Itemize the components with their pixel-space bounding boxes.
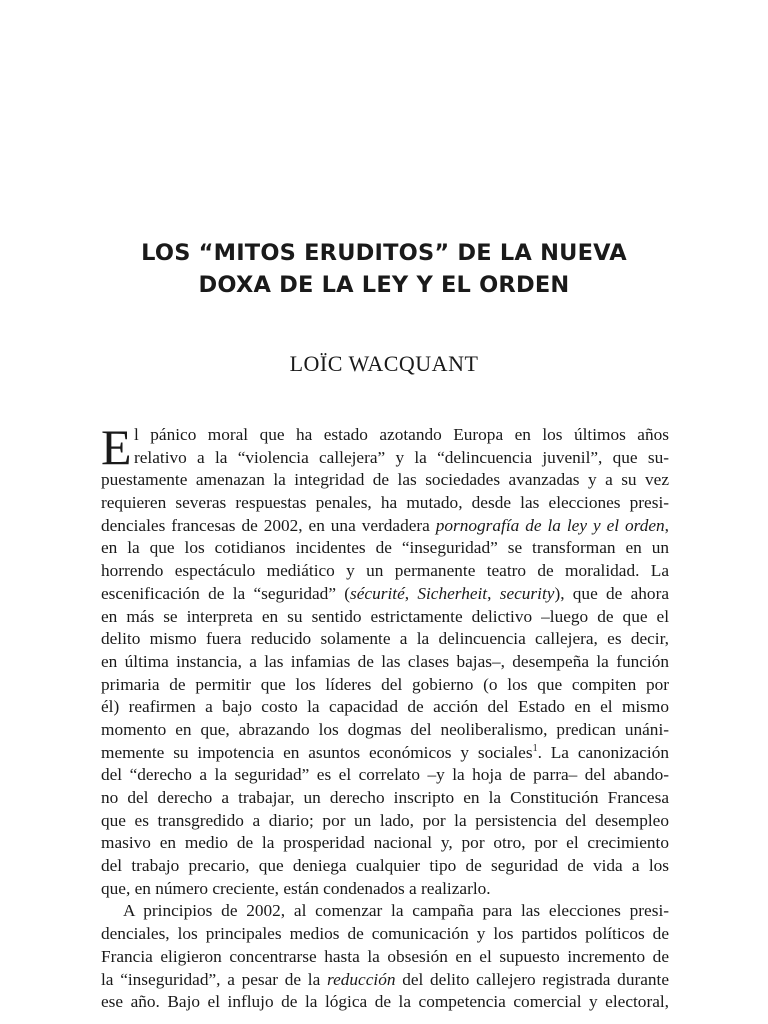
- body-line: [101, 742, 669, 765]
- body-line: relativo a la “violencia callejera” y la “delincuencia juvenil”, que su-: [134, 447, 669, 467]
- text-span: . La canonización: [537, 742, 669, 762]
- body-line: del “derecho a la seguridad” es el correlato –y la hoja de parra– del abando-: [101, 765, 669, 785]
- article-body: [101, 419, 669, 1014]
- italic-word: Sicherheit: [417, 583, 488, 603]
- body-line: puestamente amenazan la integridad de las sociedades avanzadas y a su vez: [101, 470, 669, 490]
- body-line: denciales, los principales medios de comunicación y los partidos políticos de: [101, 924, 669, 944]
- body-line: que es transgredido a diario; por un lado, por la persistencia del desempleo: [101, 810, 669, 830]
- footnote-ref[interactable]: 1: [532, 742, 538, 754]
- text-span: del delito callejero registrada durante: [395, 969, 669, 989]
- body-line: primaria de permitir que los líderes del gobierno (o los que compiten por: [101, 674, 669, 694]
- body-line: A principios de 2002, al comenzar la campaña para las elecciones presi-: [123, 901, 669, 921]
- body-line: en más se interpreta en su sentido estrictamente delictivo –luego de que el: [101, 606, 669, 626]
- text-span: memente su impotencia en asuntos económicos y sociales: [101, 742, 533, 762]
- body-line: delito mismo fuera reducido solamente a la delincuencia callejera, es decir,: [101, 629, 669, 649]
- body-line: requieren severas respuestas penales, ha mutado, desde las elecciones presi-: [101, 493, 669, 513]
- italic-word: security: [499, 583, 555, 603]
- title-line-2: DOXA DE LA LEY Y EL ORDEN: [198, 272, 570, 298]
- body-line: del trabajo precario, que deniega cualquier tipo de seguridad de vida a los: [101, 856, 669, 876]
- body-line: Francia eligieron concentrarse hasta la obsesión en el supuesto incremento de: [101, 946, 669, 966]
- text-span: ,: [487, 583, 500, 603]
- author-name: LOÏC WACQUANT: [289, 351, 479, 376]
- body-line: en la que los cotidianos incidentes de “inseguridad” se transforman en un: [101, 538, 669, 558]
- body-line: l pánico moral que ha estado azotando Europa en los últimos años: [134, 425, 669, 444]
- text-span: ,: [664, 515, 669, 535]
- title-line-1: LOS “MITOS ERUDITOS” DE LA NUEVA: [141, 240, 627, 266]
- body-line: [101, 515, 669, 538]
- italic-word: sécurité: [350, 583, 405, 603]
- body-line: momento en que, abrazando los dogmas del neoliberalismo, predican unáni-: [101, 719, 669, 739]
- text-span: ,: [404, 583, 418, 603]
- text-span: la “inseguridad”, a pesar de la: [101, 969, 328, 989]
- body-line: él) reafirmen a bajo costo la capacidad de acción del Estado en el mismo: [101, 697, 669, 717]
- text-span: escenificación de la “seguridad” (: [101, 583, 351, 603]
- body-line: [101, 969, 669, 992]
- body-line: masivo en medio de la prosperidad nacional y, por otro, por el crecimiento: [101, 833, 669, 853]
- body-line: ese año. Bajo el influjo de la lógica de la competencia comercial y electoral,: [101, 992, 669, 1012]
- drop-cap: E: [101, 419, 132, 475]
- body-line: no del derecho a trabajar, un derecho inscripto en la Constitución Francesa: [101, 788, 669, 807]
- body-line: que, en número creciente, están condenados a realizarlo.: [101, 878, 491, 898]
- article-title: [0, 237, 768, 301]
- italic-phrase: pornografía de la ley y el orden: [435, 515, 665, 535]
- body-line: en última instancia, a las infamias de las clases bajas–, desempeña la función: [101, 651, 669, 671]
- text-span: ), que de ahora: [554, 583, 669, 603]
- body-line: [101, 583, 669, 606]
- text-span: denciales francesas de 2002, en una verdadera: [101, 515, 436, 535]
- body-line: horrendo espectáculo mediático y un permanente teatro de moralidad. La: [101, 561, 669, 581]
- italic-word: reducción: [327, 969, 396, 989]
